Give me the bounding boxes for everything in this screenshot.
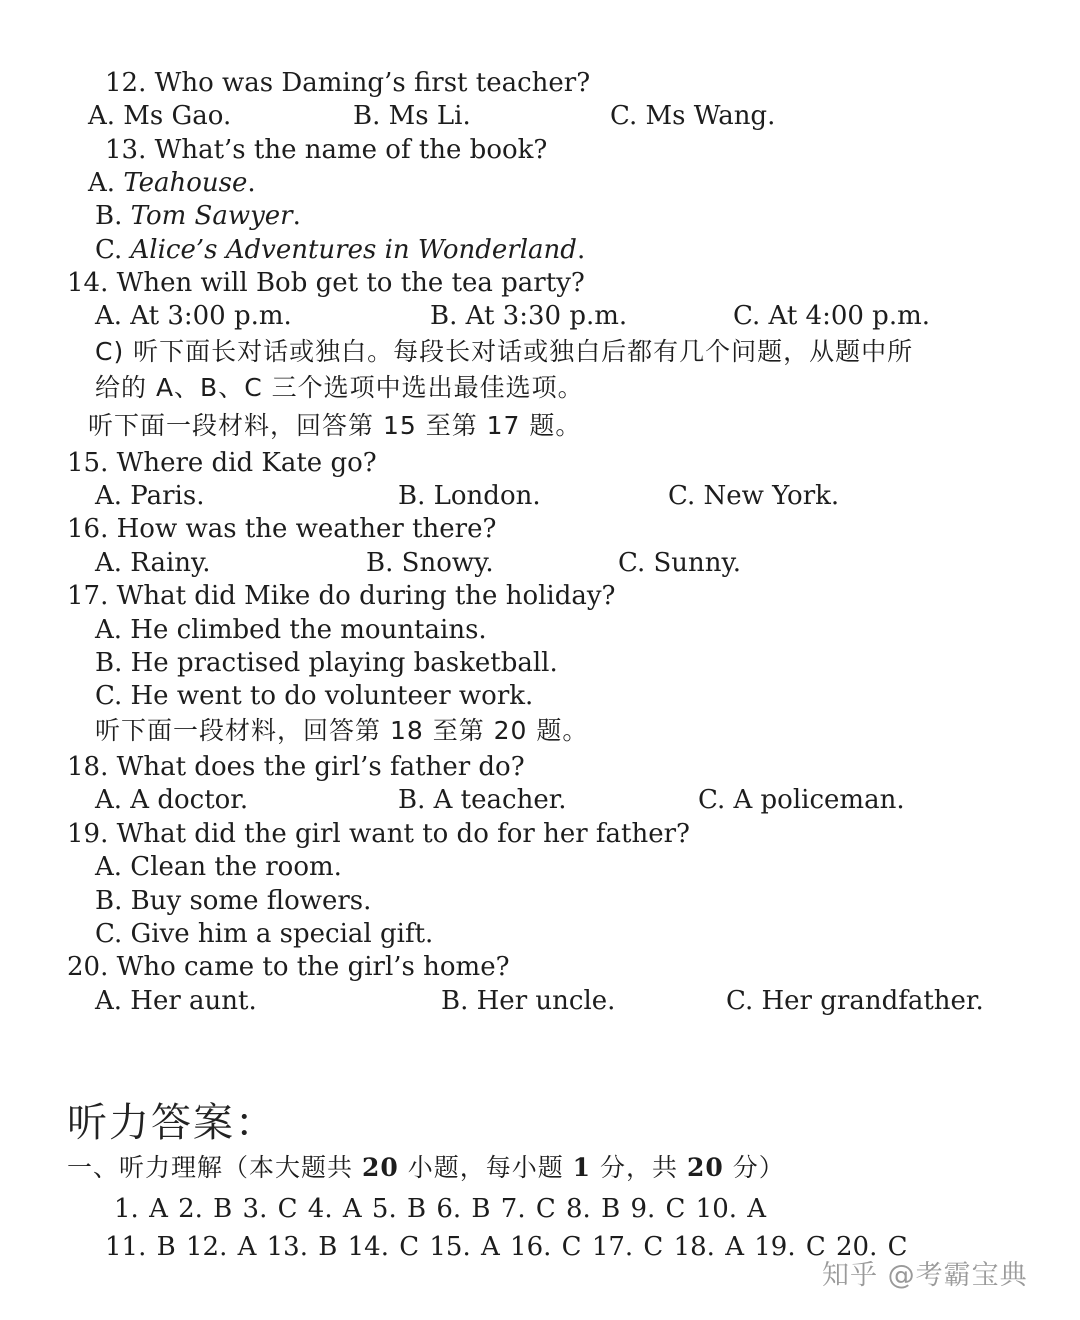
question-20-stem: 20. Who came to the girl’s home? [67,952,510,982]
passage-instruction-18-20: 听下面一段材料，回答第 18 至第 20 题。 [95,716,589,745]
question-15-option-a: A. Paris. [95,481,205,511]
question-12-option-c: C. Ms Wang. [610,101,776,131]
question-17-stem: 17. What did Mike do during the holiday? [67,581,616,611]
section-c-instruction-line-2: 给的 A、B、C 三个选项中选出最佳选项。 [95,373,584,402]
question-19-option-b: B. Buy some flowers. [95,886,372,916]
question-19-option-c: C. Give him a special gift. [95,919,434,949]
question-14-stem: 14. When will Bob get to the tea party? [67,268,585,298]
question-18-stem: 18. What does the girl’s father do? [67,752,525,782]
question-18-option-b: B. A teacher. [398,785,567,815]
question-17-option-b: B. He practised playing basketball. [95,648,558,678]
question-14-option-b: B. At 3:30 p.m. [430,301,628,331]
question-15-option-c: C. New York. [668,481,840,511]
question-16-option-c: C. Sunny. [618,548,742,578]
question-20-option-a: A. Her aunt. [95,986,257,1016]
zhihu-watermark: 知乎 @考霸宝典 [822,1260,1028,1291]
question-18-option-c: C. A policeman. [698,785,905,815]
answers-heading: 听力答案： [67,1100,277,1146]
question-13-stem: 13. What’s the name of the book? [105,135,548,165]
question-12-option-a: A. Ms Gao. [88,101,232,131]
question-12-option-b: B. Ms Li. [353,101,471,131]
question-17-option-a: A. He climbed the mountains. [95,615,487,645]
question-16-option-b: B. Snowy. [366,548,494,578]
question-17-option-c: C. He went to do volunteer work. [95,681,534,711]
answer-key-row-1: 1. A 2. B 3. C 4. A 5. B 6. B 7. C 8. B 9. C 10. A [114,1194,767,1224]
passage-instruction-15-17: 听下面一段材料，回答第 15 至第 17 题。 [88,411,582,440]
answers-subheading: 一、听力理解（本大题共 20 小题，每小题 1 分，共 20 分） [67,1153,785,1182]
question-13-option-b: B. Tom Sawyer. [95,201,301,231]
answer-key-row-2: 11. B 12. A 13. B 14. C 15. A 16. C 17. C 18. A 19. C 20. C [105,1232,908,1262]
question-15-option-b: B. London. [398,481,541,511]
question-19-option-a: A. Clean the room. [95,852,342,882]
question-19-stem: 19. What did the girl want to do for her father? [67,819,690,849]
question-15-stem: 15. Where did Kate go? [67,448,377,478]
question-13-option-a: A. Teahouse. [88,168,256,198]
question-16-stem: 16. How was the weather there? [67,514,497,544]
question-20-option-c: C. Her grandfather. [726,986,984,1016]
question-13-option-c: C. Alice’s Adventures in Wonderland. [95,235,586,265]
question-16-option-a: A. Rainy. [95,548,211,578]
question-14-option-c: C. At 4:00 p.m. [733,301,931,331]
question-14-option-a: A. At 3:00 p.m. [95,301,292,331]
question-20-option-b: B. Her uncle. [441,986,616,1016]
section-c-instruction-line-1: C) 听下面长对话或独白。每段长对话或独白后都有几个问题，从题中所 [95,337,914,366]
question-18-option-a: A. A doctor. [95,785,249,815]
question-12-stem: 12. Who was Daming’s first teacher? [105,68,591,98]
